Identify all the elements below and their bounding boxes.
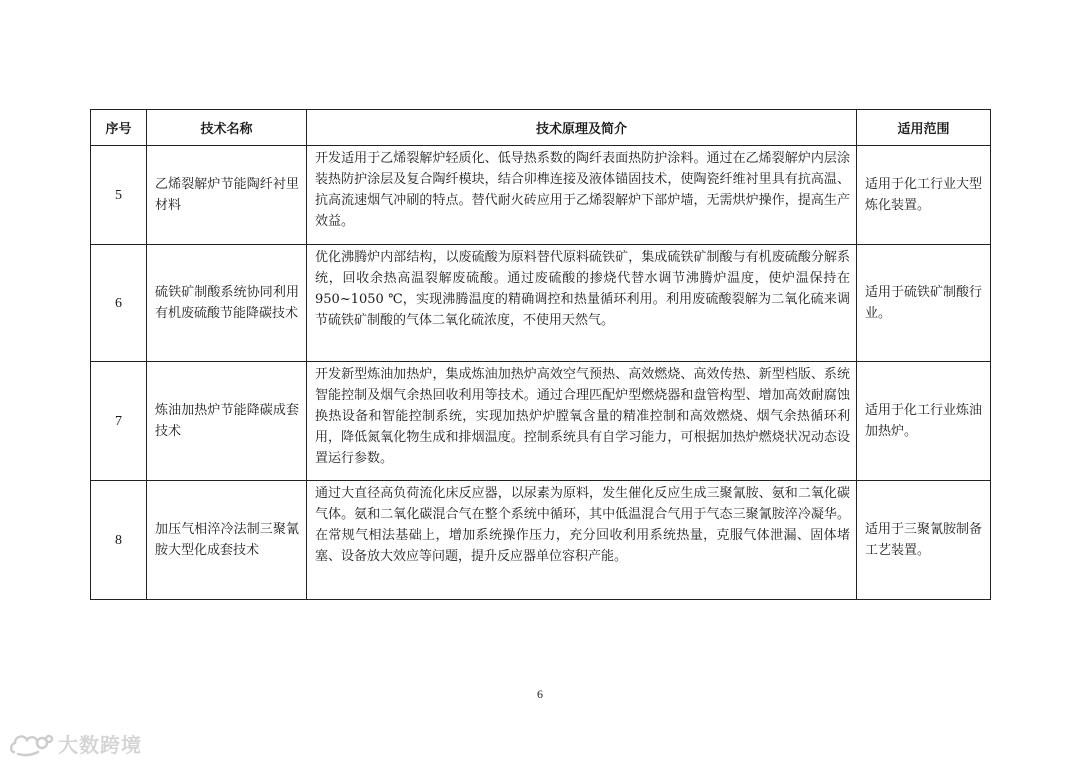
row-serial-number: 7 xyxy=(91,362,147,481)
row-description: 通过大直径高负荷流化床反应器，以尿素为原料，发生催化反应生成三聚氰胺、氨和二氧化碳气体。氨和二氧化碳混合气在整个系统中循环，其中低温混合气用于气态三聚氰胺淬冷凝华。在常规气相法基础上，增加系统操作压力，充分回收利用系统热量，克服气体泄漏、固体堵塞、设备放大效应等问题，提升反应器单位容积产能。 xyxy=(307,481,857,600)
row-description: 优化沸腾炉内部结构，以废硫酸为原料替代原料硫铁矿，集成硫铁矿制酸与有机废硫酸分解系统，回收余热高温裂解废硫酸。通过废硫酸的掺烧代替水调节沸腾炉温度，使炉温保持在 950~1050 ℃，实现沸腾温度的精确调控和热量循环利用。利用废硫酸裂解为二氧化硫来调节硫铁矿制酸的气体二氧化硫浓度，不使用天然气。 xyxy=(307,245,857,362)
row-technology-name: 乙烯裂解炉节能陶纤衬里材料 xyxy=(147,146,307,245)
header-principle-description: 技术原理及简介 xyxy=(307,110,857,146)
row-serial-number: 8 xyxy=(91,481,147,600)
row-technology-name: 炼油加热炉节能降碳成套技术 xyxy=(147,362,307,481)
header-serial-number: 序号 xyxy=(91,110,147,146)
technology-table xyxy=(90,109,991,600)
watermark xyxy=(8,729,142,758)
row-technology-name: 硫铁矿制酸系统协同利用有机废硫酸节能降碳技术 xyxy=(147,245,307,362)
cloud-logo-icon xyxy=(8,730,54,758)
row-description: 开发新型炼油加热炉，集成炼油加热炉高效空气预热、高效燃烧、高效传热、新型档版、系统智能控制及烟气余热回收利用等技术。通过合理匹配炉型燃烧器和盘管构型、增加高效耐腐蚀换热设备和智能控制系统，实现加热炉炉膛氧含量的精准控制和高效燃烧、烟气余热循环利用，降低氮氧化物生成和排烟温度。控制系统具有自学习能力，可根据加热炉燃烧状况动态设置运行参数。 xyxy=(307,362,857,481)
page-number: 6 xyxy=(537,687,543,701)
header-technology-name: 技术名称 xyxy=(147,110,307,146)
row-scope: 适用于硫铁矿制酸行业。 xyxy=(857,245,991,362)
row-scope: 适用于三聚氰胺制备工艺装置。 xyxy=(857,481,991,600)
row-scope: 适用于化工行业大型炼化装置。 xyxy=(857,146,991,245)
table-row xyxy=(91,146,991,245)
table-row xyxy=(91,481,991,600)
watermark-text: 大数跨境 xyxy=(58,733,142,757)
row-technology-name: 加压气相淬冷法制三聚氰胺大型化成套技术 xyxy=(147,481,307,600)
table-header-row xyxy=(91,110,991,146)
row-description: 开发适用于乙烯裂解炉轻质化、低导热系数的陶纤表面热防护涂料。通过在乙烯裂解炉内层涂装热防护涂层及复合陶纤模块，结合卯榫连接及液体锚固技术，使陶瓷纤维衬里具有抗高温、抗高流速烟气冲刷的特点。替代耐火砖应用于乙烯裂解炉下部炉墙，无需烘炉操作，提高生产效益。 xyxy=(307,146,857,245)
row-serial-number: 5 xyxy=(91,146,147,245)
table-row xyxy=(91,362,991,481)
row-scope: 适用于化工行业炼油加热炉。 xyxy=(857,362,991,481)
row-serial-number: 6 xyxy=(91,245,147,362)
header-application-scope: 适用范围 xyxy=(857,110,991,146)
table-row xyxy=(91,245,991,362)
